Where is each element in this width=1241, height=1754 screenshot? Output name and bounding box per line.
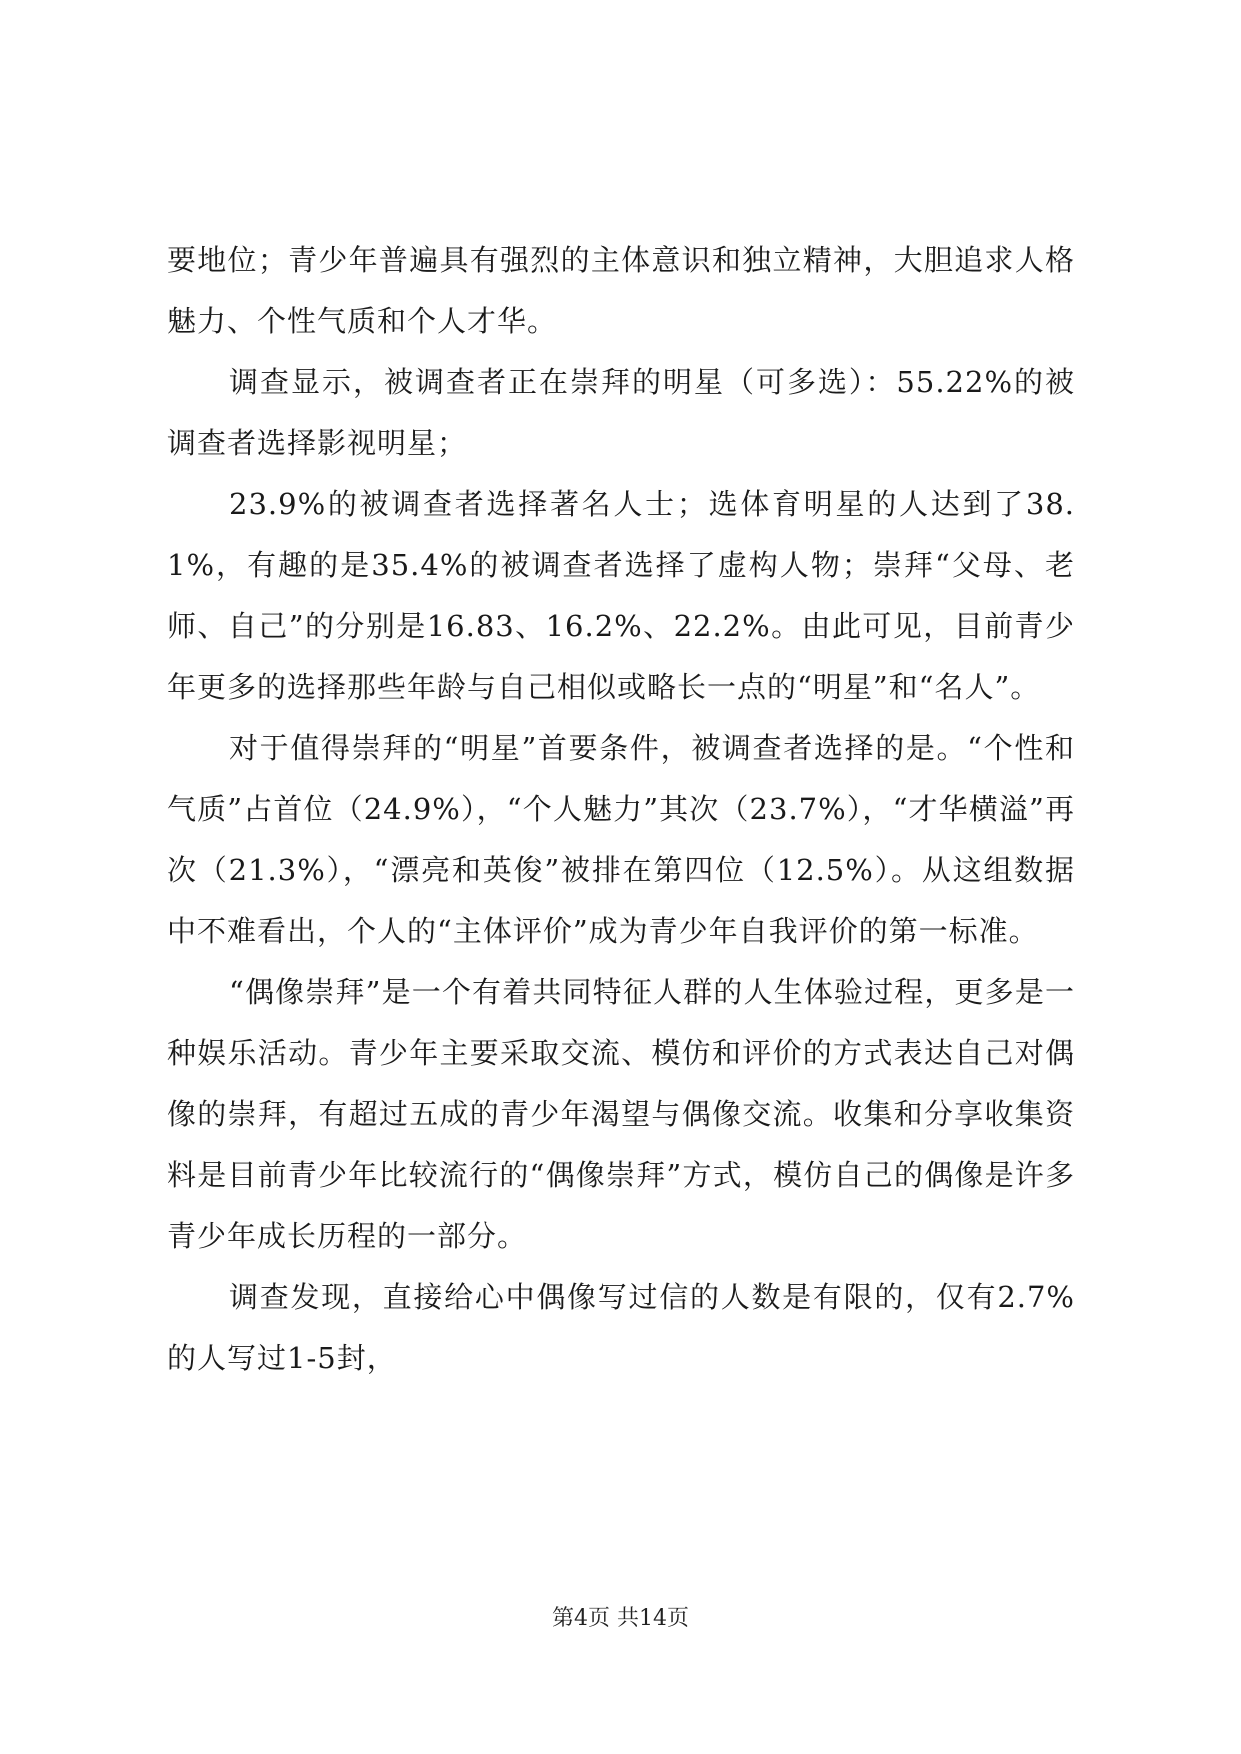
paragraph-idol-worship: “偶像崇拜”是一个有着共同特征人群的人生体验过程，更多是一种娱乐活动。青少年主要采取交流、模仿和评价的方式表达自己对偶像的崇拜，有超过五成的青少年渴望与偶像交流。收集和分享收集资料是目前青少年比较流行的“偶像崇拜”方式，模仿自己的偶像是许多青少年成长历程的一部分。: [167, 975, 1075, 1253]
paragraph-survey-stars: 调查显示，被调查者正在崇拜的明星（可多选）：55.22%的被调查者选择影视明星；: [167, 365, 1075, 460]
paragraph-letters: 调查发现，直接给心中偶像写过信的人数是有限的，仅有2.7%的人写过1-5封，: [167, 1280, 1075, 1375]
page-footer: [0, 1604, 1241, 1634]
paragraph-survey-categories: 23.9%的被调查者选择著名人士；选体育明星的人达到了38.1%，有趣的是35.4%的被调查者选择了虚构人物；崇拜“父母、老师、自己”的分别是16.83、16.2%、22.2%。由此可见，目前青少年更多的选择那些年龄与自己相似或略长一点的“明星”和“名人”。: [167, 487, 1075, 704]
paragraph-star-criteria: 对于值得崇拜的“明星”首要条件，被调查者选择的是。“个性和气质”占首位（24.9%），“个人魅力”其次（23.7%），“才华横溢”再次（21.3%），“漂亮和英俊”被排在第四位（12.5%）。从这组数据中不难看出，个人的“主体评价”成为青少年自我评价的第一标准。: [167, 731, 1075, 948]
body-text: [167, 230, 1075, 1389]
page-number-label: 第4页 共14页: [552, 1606, 689, 1631]
paragraph-continuation: 要地位；青少年普遍具有强烈的主体意识和独立精神，大胆追求人格魅力、个性气质和个人才华。: [167, 243, 1075, 338]
